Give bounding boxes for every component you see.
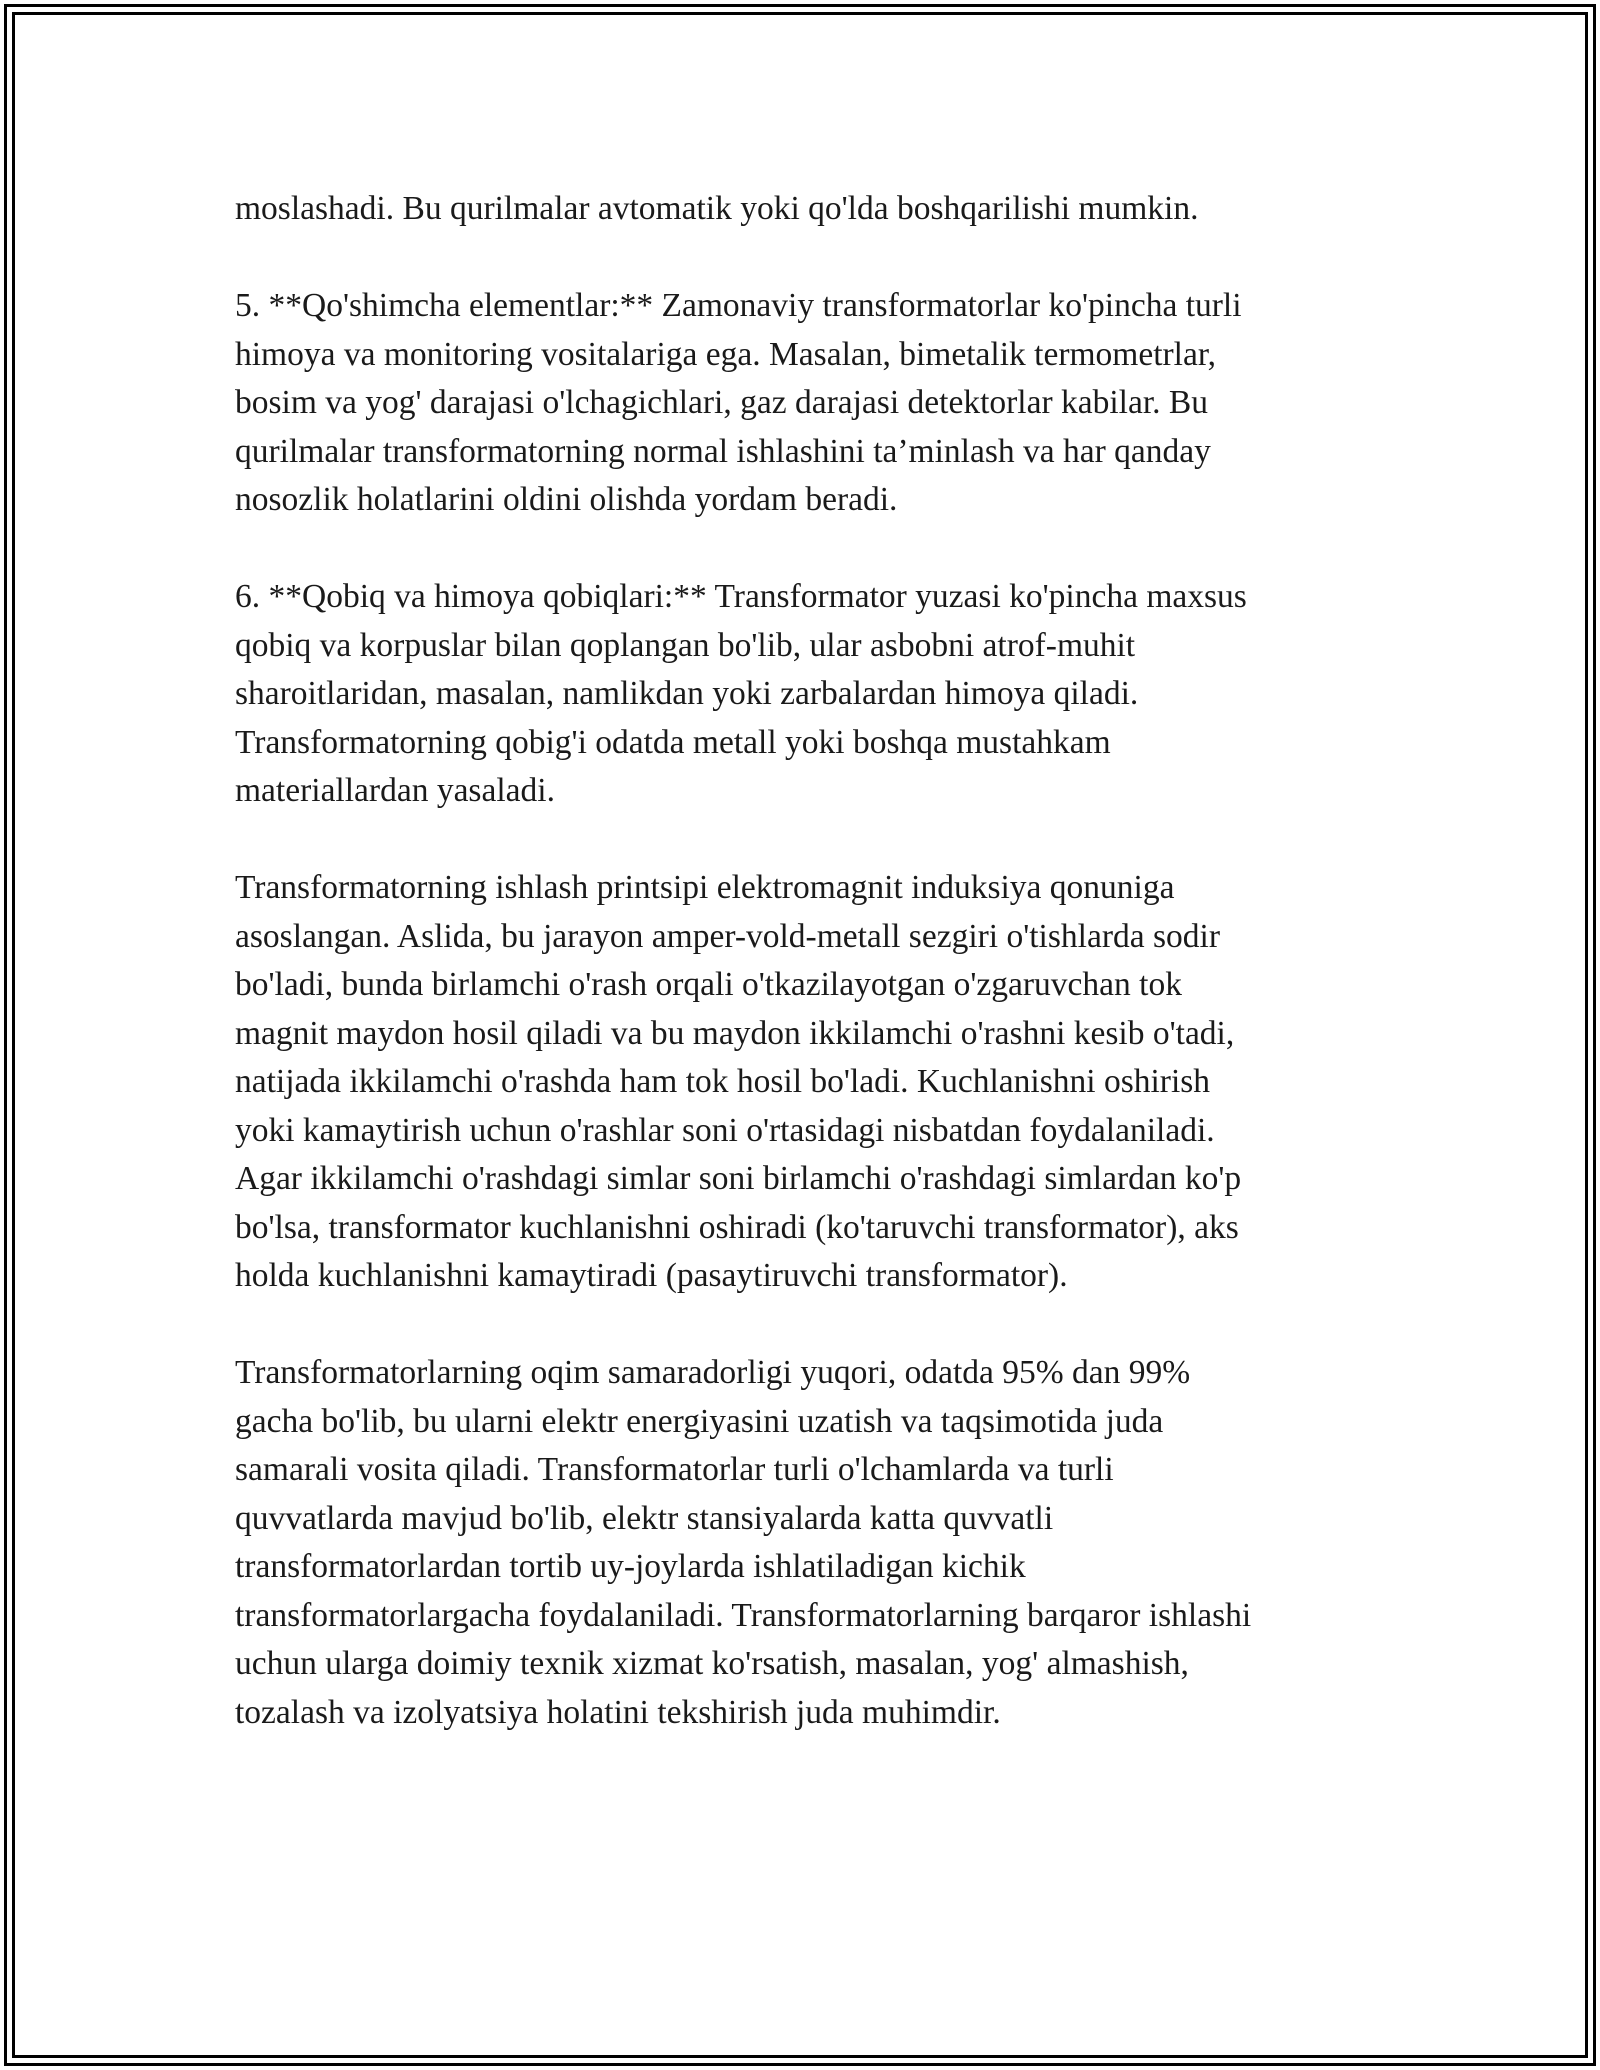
paragraph-operating-principle: Transformatorning ishlash printsipi elektromagnit induksiya qonuniga asoslangan. Aslida, bu jarayon amper-vold-metall sezgiri o'tishlarda sodir bo'ladi, bunda birlamchi o'rash orqali o'tkazilayotgan o'zgaruvchan tok magnit maydon hosil qiladi va bu maydon ikkilamchi o'rashni kesib o'tadi, natijada ikkilamchi o'rashda ham tok hosil bo'ladi. Kuchlanishni oshirish yoki kamaytirish uchun o'rashlar soni o'rtasidagi nisbatdan foydalaniladi. Agar ikkilamchi o'rashdagi simlar soni birlamchi o'rashdagi simlardan ko'p bo'lsa, transformator kuchlanishni oshiradi (ko'taruvchi transformator), aks holda kuchlanishni kamaytiradi (pasaytiruvchi transformator). bbox=[235, 869, 1242, 1294]
paragraph-additional-elements: 5. **Qo'shimcha elementlar:** Zamonaviy transformatorlar ko'pincha turli himoya va monitoring vositalariga ega. Masalan, bimetalik termometrlar, bosim va yog' darajasi o'lchagichlari, gaz darajasi detektorlar kabilar. Bu qurilmalar transformatorning normal ishlashini ta’minlash va har qanday nosozlik holatlarini oldini olishda yordam beradi. bbox=[235, 287, 1242, 518]
paragraph-continuation: moslashadi. Bu qurilmalar avtomatik yoki qo'lda boshqarilishi mumkin. bbox=[235, 190, 1199, 227]
document-body bbox=[235, 185, 1365, 1786]
paragraph-casing: 6. **Qobiq va himoya qobiqlari:** Transformator yuzasi ko'pincha maxsus qobiq va korpuslar bilan qoplangan bo'lib, ular asbobni atrof-muhit sharoitlaridan, masalan, namlikdan yoki zarbalardan himoya qiladi. Transformatorning qobig'i odatda metall yoki boshqa mustahkam materiallardan yasaladi. bbox=[235, 578, 1247, 809]
paragraph-efficiency: Transformatorlarning oqim samaradorligi yuqori, odatda 95% dan 99% gacha bo'lib, bu ularni elektr energiyasini uzatish va taqsimotida juda samarali vosita qiladi. Transformatorlar turli o'lchamlarda va turli quvvatlarda mavjud bo'lib, elektr stansiyalarda katta quvvatli transformatorlardan tortib uy-joylarda ishlatiladigan kichik transformatorlargacha foydalaniladi. Transformatorlarning barqaror ishlashi uchun ularga doimiy texnik xizmat ko'rsatish, masalan, yog' almashish, tozalash va izolyatsiya holatini tekshirish juda muhimdir. bbox=[235, 1354, 1252, 1731]
